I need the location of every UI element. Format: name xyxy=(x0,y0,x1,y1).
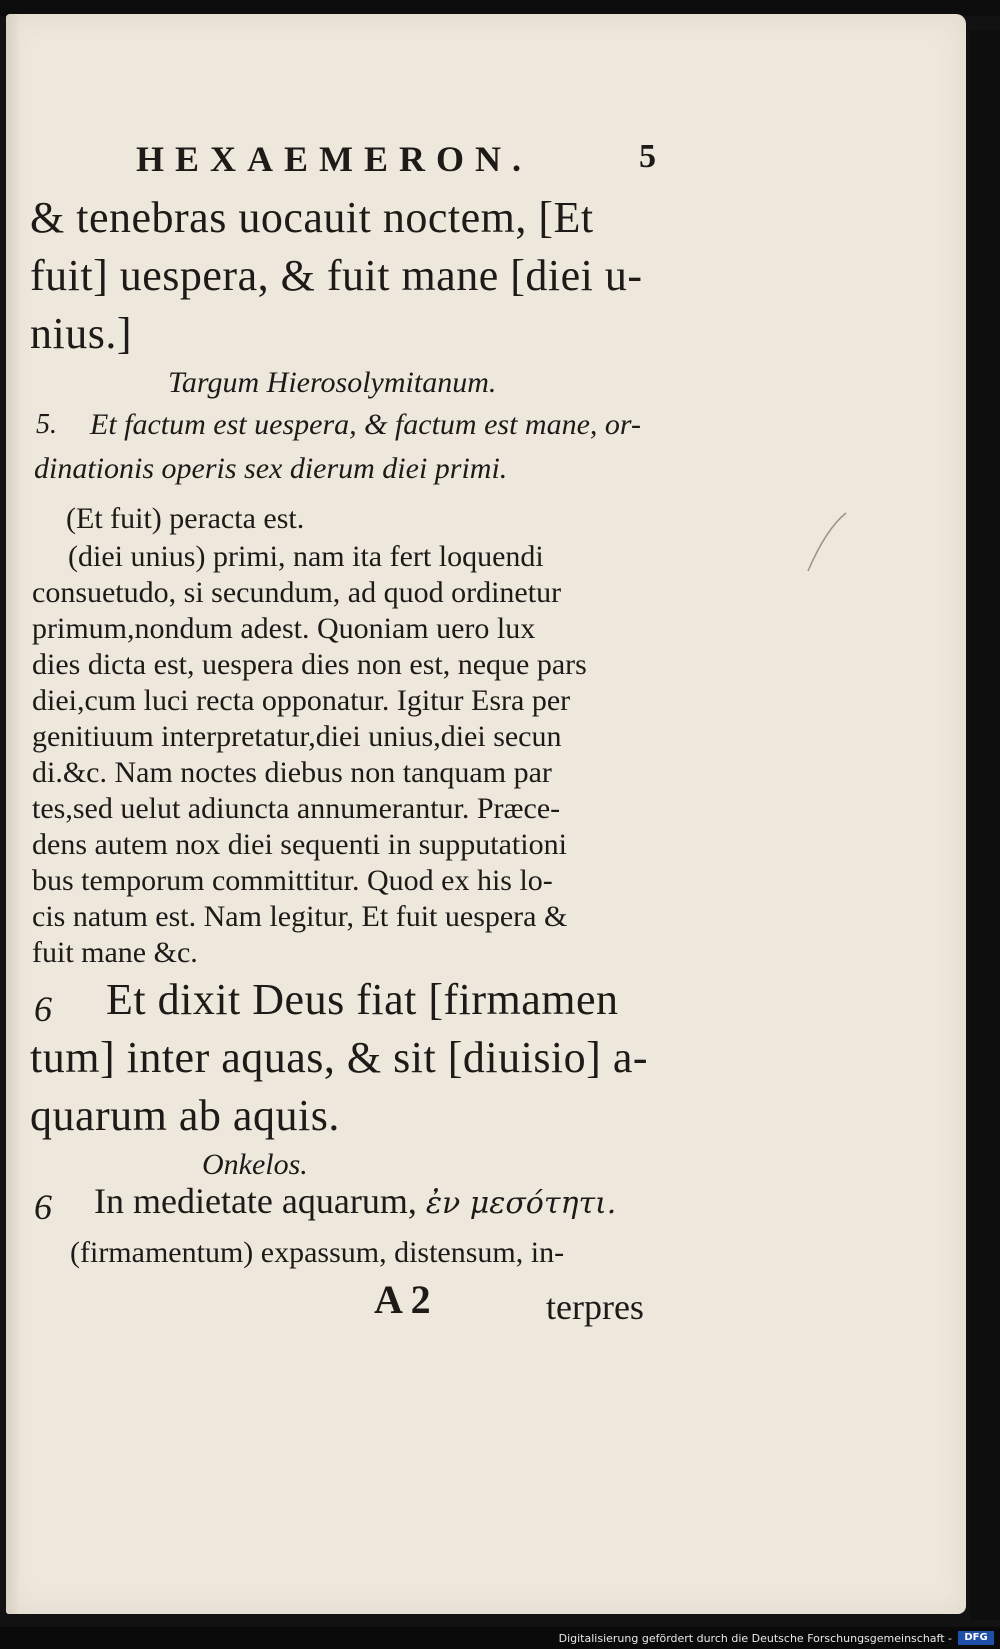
onkelos-line-2: (firmamentum) expassum, distensum, in- xyxy=(70,1236,565,1269)
targum-heading: Targum Hierosolymitanum. xyxy=(168,366,497,399)
commentary-line-3: consuetudo, si secundum, ad quod ordinetur xyxy=(32,576,562,609)
commentary-line-2: (diei unius) primi, nam ita fert loquendi xyxy=(68,540,544,573)
verse-6-line-3: quarum ab aquis. xyxy=(30,1091,340,1140)
page-number: 5 xyxy=(639,138,656,175)
commentary-line-12: cis natum est. Nam legitur, Et fuit uespera & xyxy=(32,900,568,933)
targum-line-1: Et factum est uespera, & factum est mane, or- xyxy=(90,408,641,441)
verse-6-line-2: tum] inter aquas, & sit [diuisio] a- xyxy=(30,1033,648,1082)
targum-line-2: dinationis operis sex dierum diei primi. xyxy=(34,452,508,485)
page-header xyxy=(136,138,656,188)
commentary-line-10: dens autem nox diei sequenti in supputationi xyxy=(32,828,567,861)
pencil-mark xyxy=(796,509,856,579)
catchword: terpres xyxy=(546,1287,644,1327)
verse-line-3: nius.] xyxy=(30,309,132,358)
commentary-line-9: tes,sed uelut adiuncta annumerantur. Præce- xyxy=(32,792,561,825)
commentary-line-8: di.&c. Nam noctes diebus non tanquam par xyxy=(32,756,552,789)
commentary-line-5: dies dicta est, uespera dies non est, neque pars xyxy=(32,648,587,681)
commentary-line-13: fuit mane &c. xyxy=(32,936,198,969)
onkelos-line-1 xyxy=(94,1180,616,1222)
onkelos-line-1-text: In medietate aquarum, xyxy=(94,1181,417,1221)
scan-right-edge xyxy=(970,30,1000,1620)
commentary-line-1: (Et fuit) peracta est. xyxy=(66,502,305,535)
dfg-logo: DFG xyxy=(958,1631,994,1645)
commentary-line-7: genitiuum interpretatur,diei unius,diei secun xyxy=(32,720,562,753)
footer-credit: Digitalisierung gefördert durch die Deutsche Forschungsgemeinschaft - xyxy=(558,1632,952,1645)
verse-6-line-1: Et dixit Deus fiat [firmamen xyxy=(106,975,619,1024)
page-gutter-shadow xyxy=(6,14,20,1614)
greek-gloss: ἐν μεσότητι. xyxy=(425,1186,617,1221)
onkelos-heading: Onkelos. xyxy=(202,1148,308,1181)
onkelos-number: 6 xyxy=(34,1187,52,1227)
running-title: HEXAEMERON. xyxy=(136,139,533,179)
verse-6-number: 6 xyxy=(34,989,52,1029)
commentary-line-6: diei,cum luci recta opponatur. Igitur Esra per xyxy=(32,684,571,717)
commentary-line-4: primum,nondum adest. Quoniam uero lux xyxy=(32,612,536,645)
commentary-line-11: bus temporum committitur. Quod ex his lo- xyxy=(32,864,553,897)
verse-line-1: & tenebras uocauit noctem, [Et xyxy=(30,193,594,242)
footer-bar xyxy=(0,1627,1000,1649)
signature-mark: A 2 xyxy=(374,1277,431,1322)
targum-verse-number: 5. xyxy=(36,409,57,440)
verse-line-2: fuit] uespera, & fuit mane [diei u- xyxy=(30,251,643,300)
book-page xyxy=(6,14,966,1614)
